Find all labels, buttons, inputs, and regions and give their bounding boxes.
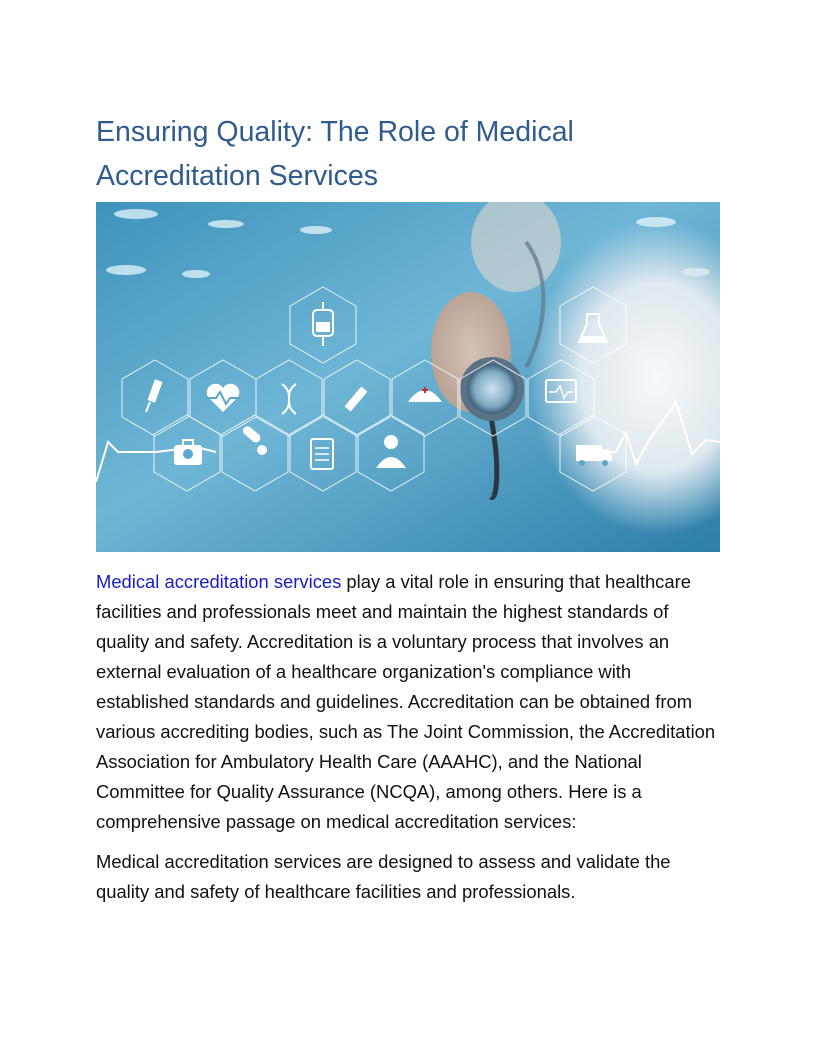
article-body	[96, 567, 722, 917]
paragraph-text: play a vital role in ensuring that healthcare facilities and professionals meet and maintain the highest standards of quality and safety. Accreditation is a voluntary process that involves an external evaluation of a healthcare organization's compliance with established standards and guidelines. Accreditation can be obtained from various accrediting bodies, such as The Joint Commission, the Accreditation Association for Ambulatory Health Care (AAAHC), and the National Committee for Quality Assurance (NCQA), among others. Here is a comprehensive passage on medical accreditation services:	[96, 571, 716, 832]
paragraph	[96, 567, 722, 837]
paragraph: Medical accreditation services are designed to assess and validate the quality and safety of healthcare facilities and professionals.	[96, 851, 671, 902]
medical-accreditation-link[interactable]: Medical accreditation services	[96, 571, 342, 592]
hero-image	[96, 202, 720, 552]
page-title: Ensuring Quality: The Role of Medical Accreditation Services	[96, 116, 574, 192]
